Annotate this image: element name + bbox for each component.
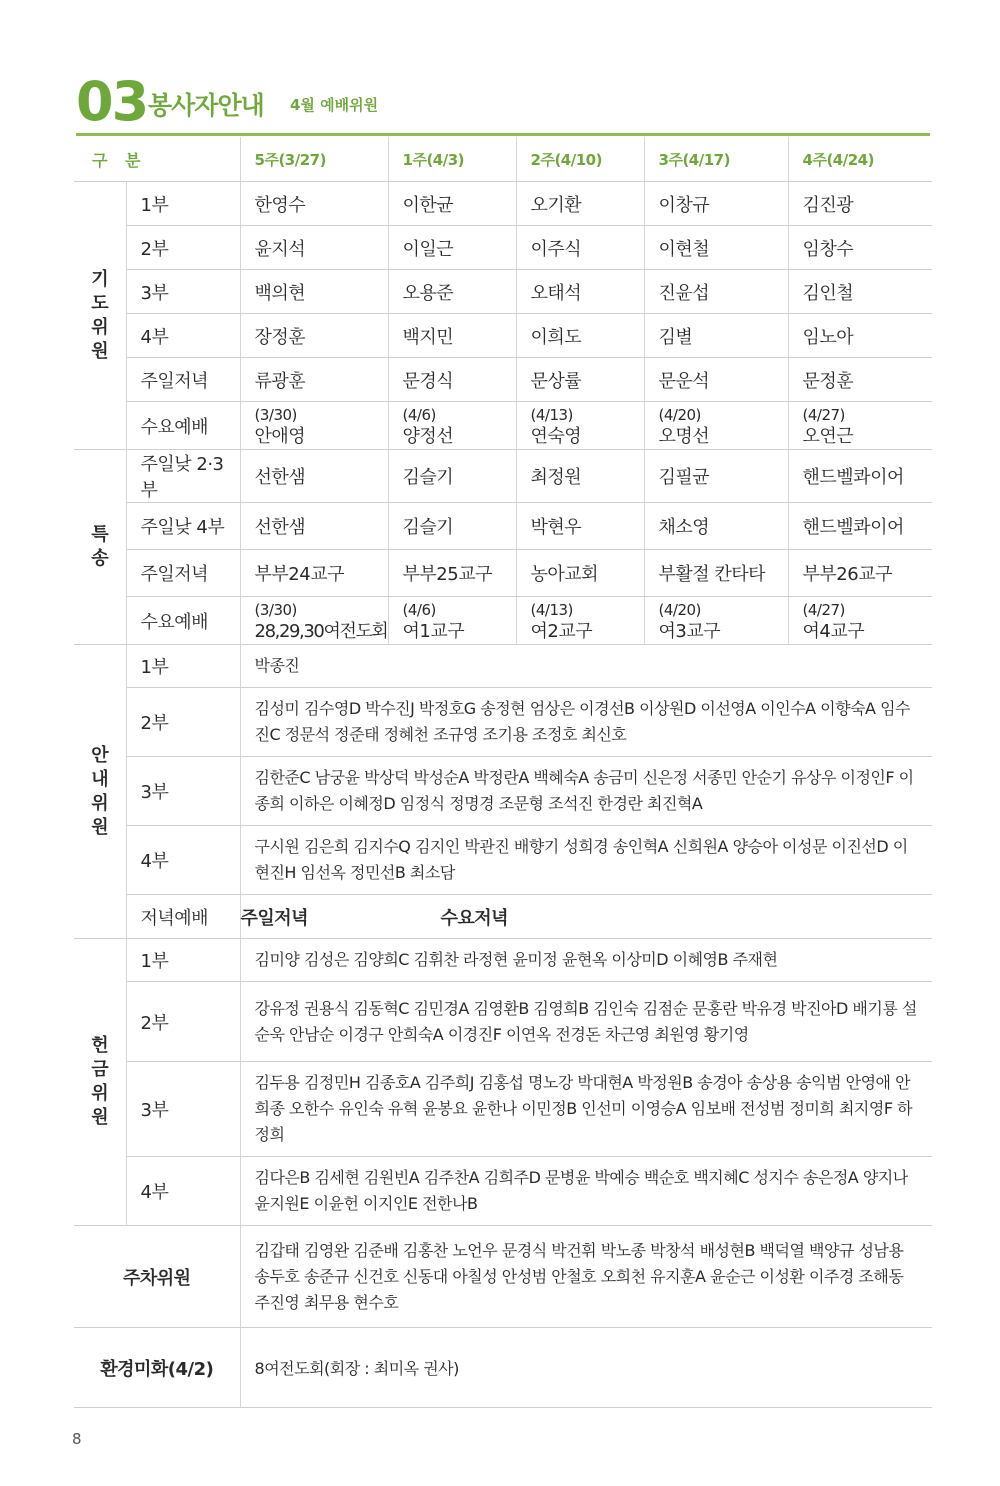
- table-cell: 오용준: [388, 270, 516, 314]
- page-number: 8: [72, 1430, 82, 1448]
- table-cell: 최정원: [516, 450, 644, 503]
- cell-date: (4/27): [802, 600, 845, 619]
- group-label-prayer: [74, 182, 126, 450]
- cell-value: 여3교구: [658, 620, 721, 642]
- names-cell: 김다은B 김세현 김원빈A 김주찬A 김희주D 문병윤 박예승 백순호 백지혜C 성지수 송은정A 양지나 윤지원E 이윤헌 이지인E 전한나B: [240, 1157, 932, 1226]
- table-header-row: [74, 137, 932, 182]
- row-label: 4부: [126, 314, 240, 358]
- table-cell: 이희도: [516, 314, 644, 358]
- names-cell: 김한준C 남궁윤 박상덕 박성순A 박정란A 백혜숙A 송금미 신은정 서종민 안순기 유상우 이정인F 이종희 이하은 이혜정D 임정식 정명경 조문형 조석진 한경란 최진혁A: [240, 757, 932, 826]
- cell-date: (3/30): [254, 405, 297, 424]
- page-subtitle: 4월 예배위원: [290, 96, 379, 114]
- table-cell: 문정훈: [788, 358, 932, 402]
- table-cell: [516, 597, 644, 645]
- cell-value: 여4교구: [802, 620, 865, 642]
- table-row: [74, 939, 932, 982]
- evening-cell: [240, 895, 932, 939]
- header-week: 5주(3/27): [240, 137, 388, 182]
- table-cell: 이일근: [388, 226, 516, 270]
- cell-date: (4/6): [402, 600, 436, 619]
- table-row: [74, 1157, 932, 1226]
- table-cell: 농아교회: [516, 550, 644, 597]
- table-cell: 이현철: [644, 226, 788, 270]
- table-cell: 김필균: [644, 450, 788, 503]
- cell-value: 양정선: [402, 425, 454, 447]
- group-label-text: 안 내 위 원: [91, 744, 109, 838]
- table-row: [74, 402, 932, 450]
- names-cell: 김미양 김성은 김양희C 김휘찬 라정현 윤미정 윤현옥 이상미D 이혜영B 주재현: [240, 939, 932, 982]
- row-label: 3부: [126, 1062, 240, 1157]
- cell-value: 안애영: [254, 425, 306, 447]
- table-cell: 장정훈: [240, 314, 388, 358]
- table-cell: 한영수: [240, 182, 388, 226]
- table-row: [74, 358, 932, 402]
- cell-value: 오연근: [802, 425, 854, 447]
- table-cell: 선한샘: [240, 450, 388, 503]
- names-cell: 김성미 김수영D 박수진J 박정호G 송정현 엄상은 이경선B 이상원D 이선영A 이인수A 이향숙A 임수진C 정문석 정준태 정혜천 조규영 조기용 조정호 최신호: [240, 688, 932, 757]
- names-cell: 강유정 권용식 김동혁C 김민경A 김영환B 김영희B 김인숙 김점순 문홍란 박유경 박진아D 배기룡 설순욱 안남순 이경구 안희숙A 이경진F 이연옥 전경돈 차근영 최원영 황기영: [240, 982, 932, 1062]
- table-row: [74, 503, 932, 550]
- table-row: [74, 757, 932, 826]
- table-row: [74, 895, 932, 939]
- row-label: 1부: [126, 939, 240, 982]
- group-label-special: [74, 450, 126, 645]
- names-cell: 김두용 김정민H 김종호A 김주희J 김홍섭 명노강 박대현A 박정원B 송경아 송상용 송익범 안영애 안희종 오한수 유인숙 유혁 윤봉요 윤한나 이민정B 인선미 이영승A 임보배 전성범 정미희 최지영F 하정희: [240, 1062, 932, 1157]
- table-cell: 이창규: [644, 182, 788, 226]
- cell-value: 여1교구: [402, 620, 465, 642]
- row-label: 2부: [126, 688, 240, 757]
- table-cell: 이한균: [388, 182, 516, 226]
- table-row: [74, 314, 932, 358]
- row-label: 4부: [126, 1157, 240, 1226]
- row-label: 주일저녁: [126, 550, 240, 597]
- table-row: [74, 982, 932, 1062]
- names-cell: 김갑태 김영완 김준배 김홍찬 노언우 문경식 박건휘 박노종 박창석 배성현B 백덕열 백양규 성남용 송두호 송준규 신건호 신동대 아칠성 안성범 안철호 오희천 유지훈A 윤순근 이성환 이주경 조해동 주진영 최무용 현수호: [240, 1226, 932, 1328]
- table-cell: [644, 597, 788, 645]
- row-label: 2부: [126, 982, 240, 1062]
- table-cell: 문운석: [644, 358, 788, 402]
- table-row: [74, 645, 932, 688]
- cell-date: (3/30): [254, 600, 297, 619]
- row-label: 4부: [126, 826, 240, 895]
- header-week: 3주(4/17): [644, 137, 788, 182]
- table-cell: 백지민: [388, 314, 516, 358]
- table-cell: 김별: [644, 314, 788, 358]
- row-label: 저녁예배: [126, 895, 240, 939]
- header-category: 구 분: [74, 137, 240, 182]
- table-cell: 진윤섭: [644, 270, 788, 314]
- cell-date: (4/13): [530, 405, 573, 424]
- header-week: 2주(4/10): [516, 137, 644, 182]
- table-cell: 임노아: [788, 314, 932, 358]
- table-cell: [388, 402, 516, 450]
- row-label: 2부: [126, 226, 240, 270]
- table-row: [74, 1226, 932, 1328]
- table-cell: 박현우: [516, 503, 644, 550]
- header-week: 1주(4/3): [388, 137, 516, 182]
- names-cell: 박종진: [240, 645, 932, 688]
- table-row: [74, 826, 932, 895]
- table-row: [74, 550, 932, 597]
- table-cell: 류광훈: [240, 358, 388, 402]
- group-label-text: 특 송: [91, 524, 109, 569]
- table-cell: 김진광: [788, 182, 932, 226]
- evening-wed-label: 수요저녁: [440, 907, 509, 929]
- cell-value: 여2교구: [530, 620, 593, 642]
- page-title: 봉사자안내: [148, 91, 264, 120]
- table-cell: [516, 402, 644, 450]
- table-cell: 부부26교구: [788, 550, 932, 597]
- table-cell: 채소영: [644, 503, 788, 550]
- row-label: 1부: [126, 182, 240, 226]
- table-cell: 부부24교구: [240, 550, 388, 597]
- cell-date: (4/20): [658, 405, 701, 424]
- table-row: [74, 597, 932, 645]
- group-label-offering: [74, 939, 126, 1226]
- table-cell: 김슬기: [388, 450, 516, 503]
- env-cell: 8여전도회(회장 : 최미옥 권사): [240, 1328, 932, 1408]
- row-label: 1부: [126, 645, 240, 688]
- table-row: [74, 1062, 932, 1157]
- table-cell: 오기환: [516, 182, 644, 226]
- table-cell: 부부25교구: [388, 550, 516, 597]
- table-cell: 문경식: [388, 358, 516, 402]
- table-row: [74, 450, 932, 503]
- table-row: [74, 182, 932, 226]
- table-cell: 선한샘: [240, 503, 388, 550]
- section-number: 03: [76, 70, 148, 133]
- row-label: 수요예배: [126, 597, 240, 645]
- table-cell: [388, 597, 516, 645]
- row-label: 수요예배: [126, 402, 240, 450]
- header-rule: [76, 133, 930, 136]
- table-cell: 이주식: [516, 226, 644, 270]
- table-cell: 김슬기: [388, 503, 516, 550]
- group-label-text: 헌 금 위 원: [91, 1035, 109, 1128]
- row-label: 3부: [126, 270, 240, 314]
- cell-date: (4/6): [402, 405, 436, 424]
- row-label: 주일낮 4부: [126, 503, 240, 550]
- cell-value: 연숙영: [530, 425, 582, 447]
- table-cell: 핸드벨콰이어: [788, 450, 932, 503]
- cell-date: (4/13): [530, 600, 573, 619]
- table-cell: 윤지석: [240, 226, 388, 270]
- table-row: [74, 688, 932, 757]
- cell-date: (4/20): [658, 600, 701, 619]
- table-row: [74, 270, 932, 314]
- table-cell: 김인철: [788, 270, 932, 314]
- env-label: 환경미화(4/2): [74, 1328, 240, 1408]
- table-row: [74, 226, 932, 270]
- cell-date: (4/27): [802, 405, 845, 424]
- table-cell: 문상률: [516, 358, 644, 402]
- cell-value: 오명선: [658, 425, 710, 447]
- header-week: 4주(4/24): [788, 137, 932, 182]
- table-cell: 오태석: [516, 270, 644, 314]
- table-row: [74, 1328, 932, 1408]
- evening-sun-label: 주일저녁: [240, 907, 309, 929]
- page-header: [76, 72, 930, 132]
- volunteer-table: [74, 137, 932, 1408]
- table-cell: 임창수: [788, 226, 932, 270]
- table-cell: [788, 597, 932, 645]
- group-label-usher: [74, 645, 126, 939]
- table-cell: [240, 597, 388, 645]
- table-cell: 핸드벨콰이어: [788, 503, 932, 550]
- table-cell: [644, 402, 788, 450]
- table-cell: [240, 402, 388, 450]
- cell-value: 28,29,30여전도회: [254, 620, 388, 642]
- names-cell: 구시원 김은희 김지수Q 김지인 박관진 배향기 성희경 송인혁A 신희원A 양승아 이성문 이진선D 이현진H 임선옥 정민선B 최소담: [240, 826, 932, 895]
- group-label-text: 기 도 위 원: [91, 268, 109, 362]
- parking-label: 주차위원: [74, 1226, 240, 1328]
- row-label: 3부: [126, 757, 240, 826]
- row-label: 주일낮 2·3부: [126, 450, 240, 503]
- table-cell: [788, 402, 932, 450]
- row-label: 주일저녁: [126, 358, 240, 402]
- table-cell: 부활절 칸타타: [644, 550, 788, 597]
- table-cell: 백의현: [240, 270, 388, 314]
